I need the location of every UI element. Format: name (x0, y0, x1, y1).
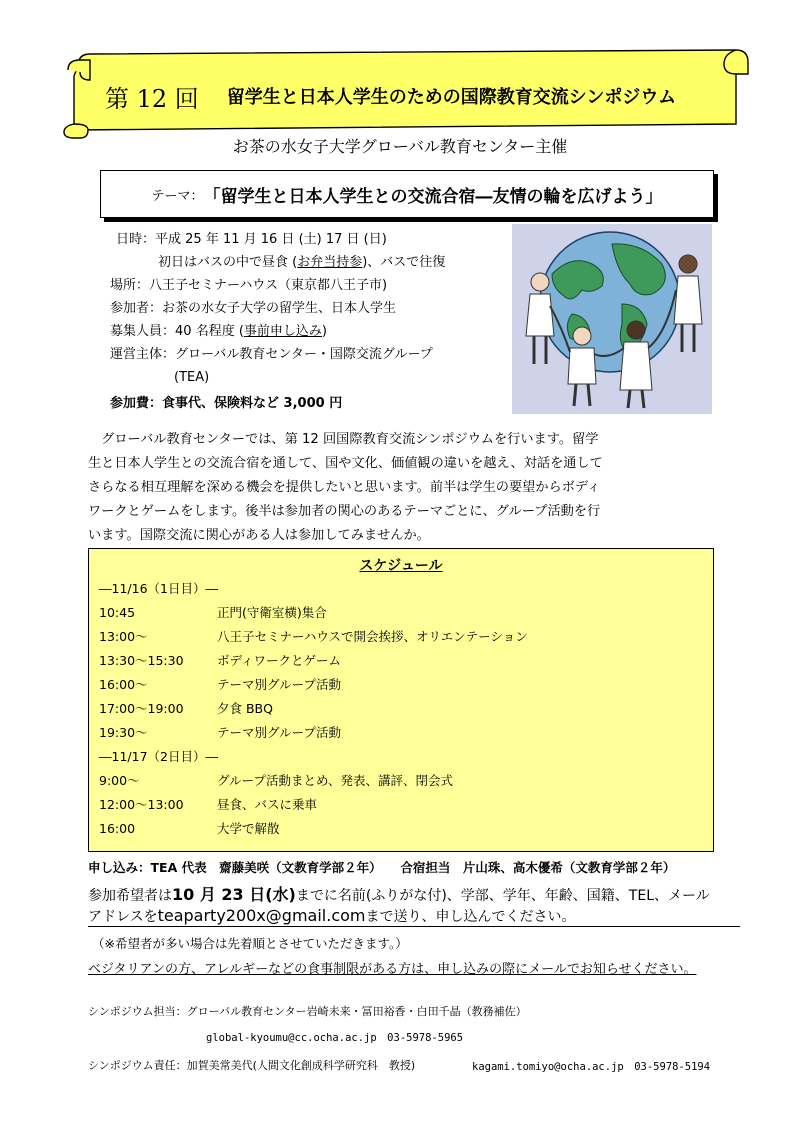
tea-representative: TEA 代表 齋藤美咲（文教育学部２年） (150, 860, 376, 875)
schedule-time: 9:00～ (99, 773, 140, 788)
place-line (110, 274, 387, 297)
intro-line: います。国際交流に関心がある人は参加してみませんか。 (88, 528, 430, 543)
schedule-event: 八王子セミナーハウスで開会挨拶、オリエンテーション (217, 629, 528, 644)
application-label: 申し込み： (88, 860, 151, 875)
application-contact-line (88, 858, 675, 876)
apply-post2: まで送り、申し込んでください。 (365, 909, 576, 925)
application-instructions-1 (88, 882, 710, 905)
schedule-time: 19:30～ (99, 725, 148, 740)
schedule-time: 13:00～ (99, 629, 148, 644)
schedule-row (99, 817, 280, 841)
schedule-row (99, 721, 341, 745)
schedule-box (88, 548, 714, 852)
capacity-line (110, 320, 327, 343)
organizer-line: お茶の水女子大学グローバル教育センター主催 (232, 137, 568, 156)
intro-line: さらなる相互理解を深める機会を提供したいと思います。前半は学生の要望からボディ (88, 480, 601, 495)
participants-value: お茶の水女子大学の留学生、日本人学生 (162, 301, 397, 316)
schedule-row (99, 649, 341, 673)
bento-note: お弁当持参 (297, 255, 363, 270)
schedule-row (99, 697, 273, 721)
schedule-title-text: スケジュール (359, 558, 443, 574)
intro-line: グローバル教育センターでは、第 12 回国際教育交流シンポジウムを行います。留学 (88, 432, 599, 447)
schedule-event: ボディワークとゲーム (217, 653, 342, 668)
capacity-value: 40 名程度 ( (175, 324, 244, 339)
fee-label: 参加費： (110, 396, 163, 411)
fee-line (110, 392, 342, 415)
date-line (116, 228, 387, 251)
schedule-time: 13:30～15:30 (99, 653, 184, 668)
dietary-note: ベジタリアンの方、アレルギーなどの食事制限がある方は、申し込みの際にメールでお知らせください。 (88, 962, 697, 977)
camp-representative: 合宿担当 片山珠、高木優希（文教育学部２年） (400, 860, 676, 875)
intro-paragraph (88, 428, 708, 548)
schedule-row (99, 601, 327, 625)
apply-pre: 参加希望者は (88, 888, 172, 904)
symposium-title: 留学生と日本人学生のための国際教育交流シンポジウム (226, 87, 677, 108)
place-label: 場所： (110, 278, 150, 293)
theme-box (100, 170, 714, 218)
schedule-time: 10:45 (99, 605, 136, 620)
capacity-label: 募集人員： (110, 324, 176, 339)
fee-value: 食事代、保険料など 3,000 円 (162, 396, 343, 411)
application-instructions-2 (88, 906, 740, 927)
place-value: 八王子セミナーハウス（東京都八王子市) (149, 278, 388, 293)
intro-line: ワークとゲームをします。後半は参加者の関心のあるテーマごとに、グループ活動を行 (88, 504, 601, 519)
participants-label: 参加者： (110, 301, 163, 316)
organizer-detail-line (110, 343, 433, 366)
apply-email-link[interactable]: teaparty200x@gmail.com (157, 906, 366, 925)
schedule-time: 17:00～19:00 (99, 701, 184, 716)
schedule-event: 大学で解散 (217, 821, 280, 836)
schedule-event: グループ活動まとめ、発表、講評、閉会式 (217, 773, 454, 788)
day1-prefix: 初日はバスの中で昼食 ( (158, 255, 298, 270)
schedule-row (99, 745, 218, 769)
staff-email-phone[interactable]: global-kyoumu@cc.ocha.ac.jp 03-5978-5965 (206, 1032, 464, 1044)
schedule-time: 16:00 (99, 821, 136, 836)
staff-contact-line (88, 1003, 527, 1019)
capacity-close: ) (321, 324, 327, 339)
date-value: 平成 25 年 11 月 16 日 (土) 17 日 (日) (155, 232, 387, 247)
participants-line (110, 297, 396, 320)
schedule-title (89, 555, 713, 575)
schedule-day-header: ―11/17（2日目）― (99, 749, 218, 764)
schedule-row (99, 625, 528, 649)
day1-suffix: )、バスで往復 (362, 255, 446, 270)
schedule-time: 12:00～13:00 (99, 797, 184, 812)
organizer-value: グローバル教育センター・国際交流グループ (175, 347, 433, 362)
schedule-time: 16:00～ (99, 677, 148, 692)
theme-text: 「留学生と日本人学生との交流合宿―友情の輪を広げよう」 (203, 186, 663, 207)
preapply-note: 事前申し込み (243, 324, 322, 339)
banner-title (105, 76, 725, 116)
schedule-event: 昼食、バスに乗車 (217, 797, 318, 812)
first-come-note: （※希望者が多い場合は先着順とさせていただきます。） (92, 936, 408, 951)
schedule-row (99, 673, 341, 697)
schedule-event: テーマ別グループ活動 (217, 725, 342, 740)
globe-children-holding-hands-icon (512, 224, 712, 414)
apply-deadline: 10 月 23 日(水) (172, 885, 296, 904)
schedule-event: テーマ別グループ活動 (217, 677, 342, 692)
responsible-email-phone[interactable]: kagami.tomiyo@ocha.ac.jp 03-5978-5194 (472, 1061, 711, 1073)
responsible-contact-line (88, 1057, 415, 1073)
staff-value: グローバル教育センター岩崎未来・冨田裕香・白田千晶（教務補佐） (186, 1005, 527, 1018)
day1-note-line (158, 251, 445, 274)
session-number: 第 12 回 (105, 84, 199, 113)
organizer-abbr: (TEA) (174, 370, 210, 385)
schedule-row (99, 769, 453, 793)
schedule-event: 正門(守衛室横)集合 (217, 605, 327, 620)
intro-line: 生と日本人学生との交流合宿を通して、国や文化、価値観の違いを越え、対話を通して (88, 456, 603, 471)
date-label: 日時： (116, 232, 156, 247)
apply-post: までに名前(ふりがな付)、学部、学年、年齢、国籍、TEL、メール (295, 888, 710, 904)
staff-label: シンポジウム担当： (88, 1005, 187, 1018)
responsible-label: シンポジウム責任： (88, 1059, 187, 1072)
theme-label: テーマ： (151, 188, 204, 204)
organizer-label: 運営主体： (110, 347, 176, 362)
schedule-event: 夕食 BBQ (217, 701, 273, 716)
apply-pre2: アドレスを (88, 909, 158, 925)
responsible-value: 加賀美常美代(人間文化創成科学研究科 教授) (186, 1059, 416, 1072)
schedule-row (99, 793, 317, 817)
schedule-day-header: ―11/16（1日目）― (99, 581, 218, 596)
schedule-row (99, 577, 218, 601)
